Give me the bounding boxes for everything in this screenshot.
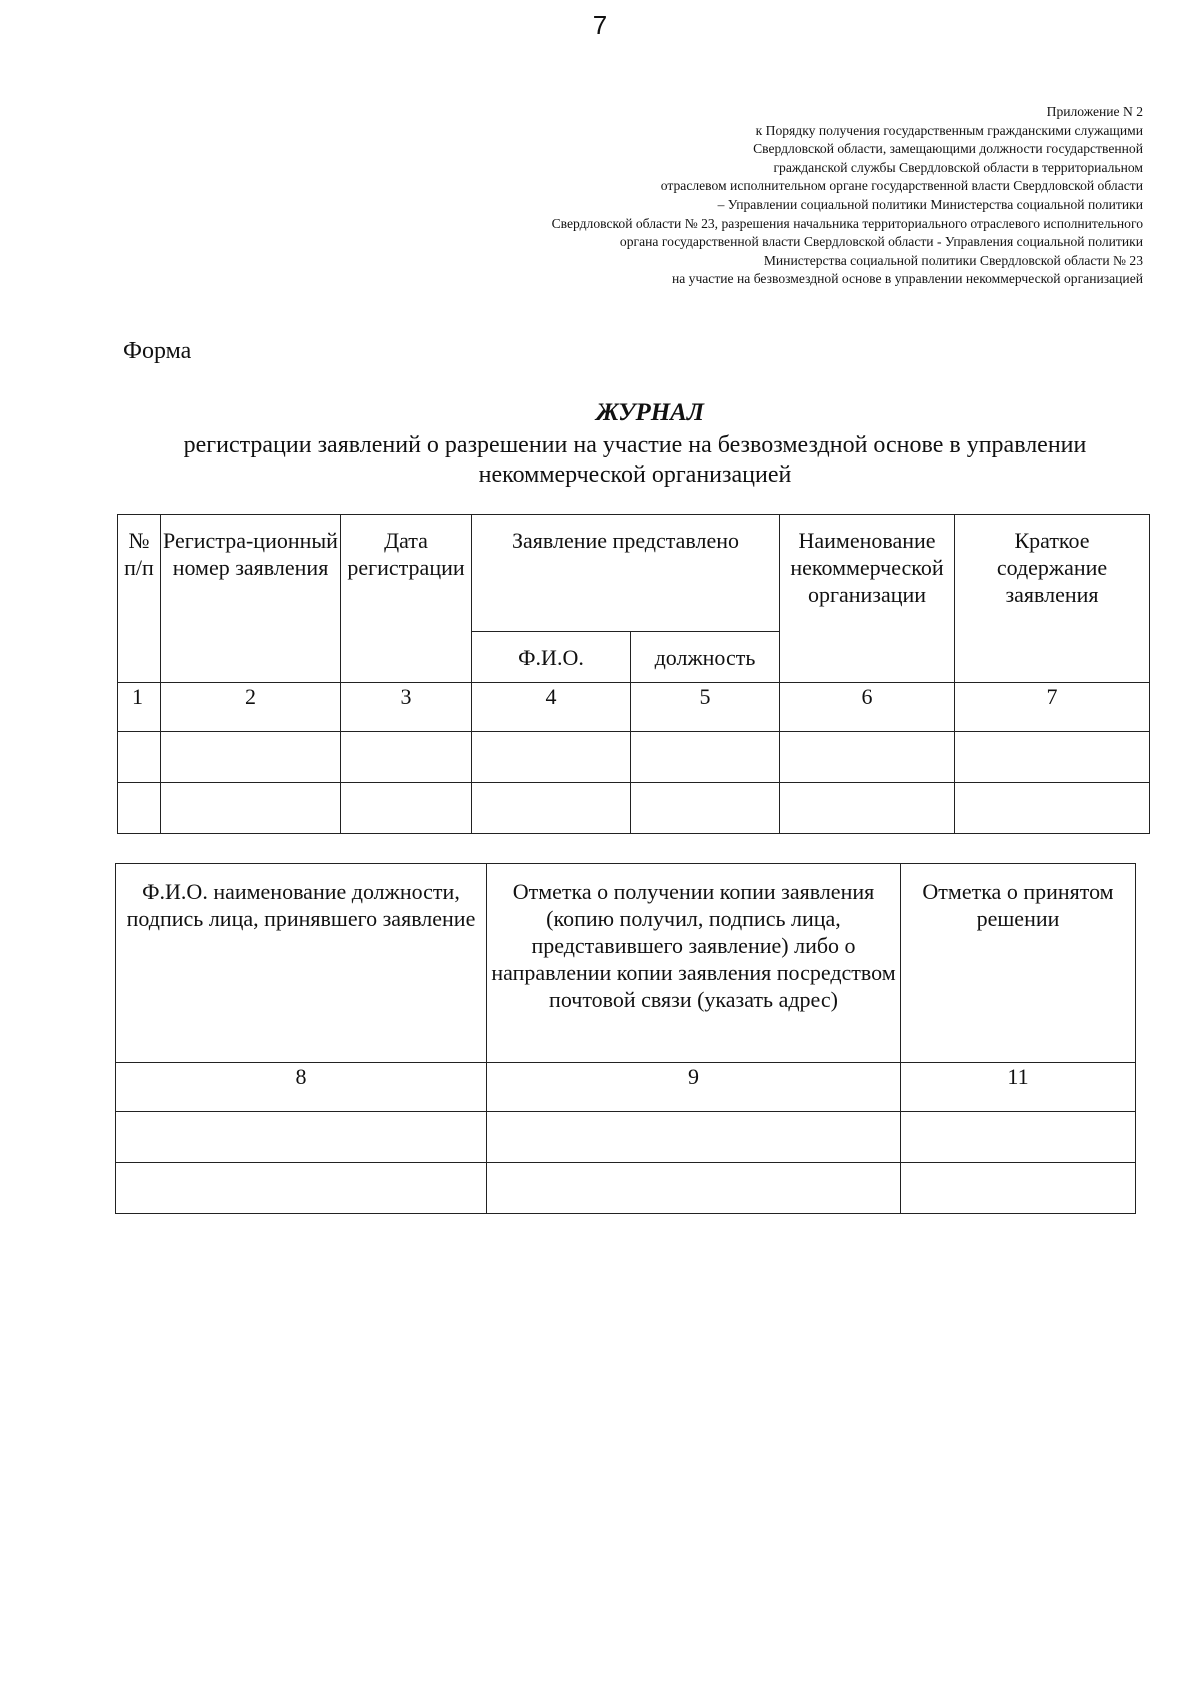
column-number-row xyxy=(118,683,1150,732)
appendix-line: Свердловской области, замещающими должности государственной xyxy=(753,141,1143,157)
appendix-line: на участие на безвозмездной основе в управлении некоммерческой организацией xyxy=(671,271,1143,287)
table-cell xyxy=(780,783,955,834)
table-cell xyxy=(161,732,341,783)
header-receiver: Ф.И.О. наименование должности, подпись лица, принявшего заявление xyxy=(116,864,487,1063)
table-row xyxy=(116,1112,1136,1163)
column-number: 2 xyxy=(161,683,341,732)
table-header-row xyxy=(118,515,1150,632)
table-cell xyxy=(780,732,955,783)
table-row xyxy=(118,732,1150,783)
table-cell xyxy=(116,1163,487,1214)
column-number: 5 xyxy=(631,683,780,732)
column-number: 7 xyxy=(955,683,1150,732)
table-row xyxy=(116,1163,1136,1214)
table-cell xyxy=(118,732,161,783)
column-number: 1 xyxy=(118,683,161,732)
table-cell xyxy=(955,732,1150,783)
journal-subtitle: регистрации заявлений о разрешении на участие на безвозмездной основе в управлении некоммерческой организацией xyxy=(183,432,1087,488)
column-number: 4 xyxy=(472,683,631,732)
header-reg-date: Дата регистрации xyxy=(341,515,472,683)
table-cell xyxy=(472,783,631,834)
column-number: 8 xyxy=(116,1063,487,1112)
form-label: Форма xyxy=(123,338,192,364)
appendix-line: Министерства социальной политики Свердловской области № 23 xyxy=(763,252,1143,268)
header-reg-number: Регистра-ционный номер заявления xyxy=(161,515,341,683)
table-cell xyxy=(118,783,161,834)
table-cell xyxy=(472,732,631,783)
appendix-line: к Порядку получения государственным гражданскими служащими xyxy=(755,122,1143,138)
appendix-reference xyxy=(383,103,1143,289)
appendix-line: – Управлении социальной политики Министерства социальной политики xyxy=(717,196,1143,212)
column-number: 6 xyxy=(780,683,955,732)
header-decision-mark: Отметка о принятом решении xyxy=(901,864,1136,1063)
table-cell xyxy=(161,783,341,834)
table-cell xyxy=(901,1112,1136,1163)
appendix-line: Свердловской области № 23, разрешения начальника территориального отраслевого исполнительного xyxy=(551,215,1143,231)
column-number: 3 xyxy=(341,683,472,732)
journal-title: ЖУРНАЛ xyxy=(595,399,705,426)
processing-table xyxy=(115,863,1136,1214)
table-cell xyxy=(631,783,780,834)
column-number: 9 xyxy=(487,1063,901,1112)
journal-heading xyxy=(100,398,1170,490)
appendix-line: отраслевом исполнительном органе государственной власти Свердловской области xyxy=(660,178,1143,194)
appendix-line: гражданской службы Свердловской области в территориальном xyxy=(773,159,1143,175)
table-cell xyxy=(116,1112,487,1163)
table-cell xyxy=(487,1112,901,1163)
table-header-row xyxy=(116,864,1136,1063)
appendix-line: органа государственной власти Свердловской области - Управления социальной политики xyxy=(619,234,1143,250)
header-fio: Ф.И.О. xyxy=(472,632,631,683)
header-summary: Краткое содержание заявления xyxy=(955,515,1150,683)
table-cell xyxy=(487,1163,901,1214)
table-cell xyxy=(341,732,472,783)
header-submitted-by: Заявление представлено xyxy=(472,515,780,632)
column-number-row xyxy=(116,1063,1136,1112)
column-number: 11 xyxy=(901,1063,1136,1112)
header-num: № п/п xyxy=(118,515,161,683)
page-number: 7 xyxy=(592,10,608,40)
registration-table xyxy=(117,514,1150,834)
header-org-name: Наименование некоммерческой организации xyxy=(780,515,955,683)
table-cell xyxy=(901,1163,1136,1214)
table-row xyxy=(118,783,1150,834)
appendix-line: Приложение N 2 xyxy=(1046,104,1143,119)
table-cell xyxy=(631,732,780,783)
header-position: должность xyxy=(631,632,780,683)
header-copy-mark: Отметка о получении копии заявления (копию получил, подпись лица, представившего заявление) либо о направлении копии заявления посредством почтовой связи (указать адрес) xyxy=(487,864,901,1063)
table-cell xyxy=(955,783,1150,834)
table-cell xyxy=(341,783,472,834)
